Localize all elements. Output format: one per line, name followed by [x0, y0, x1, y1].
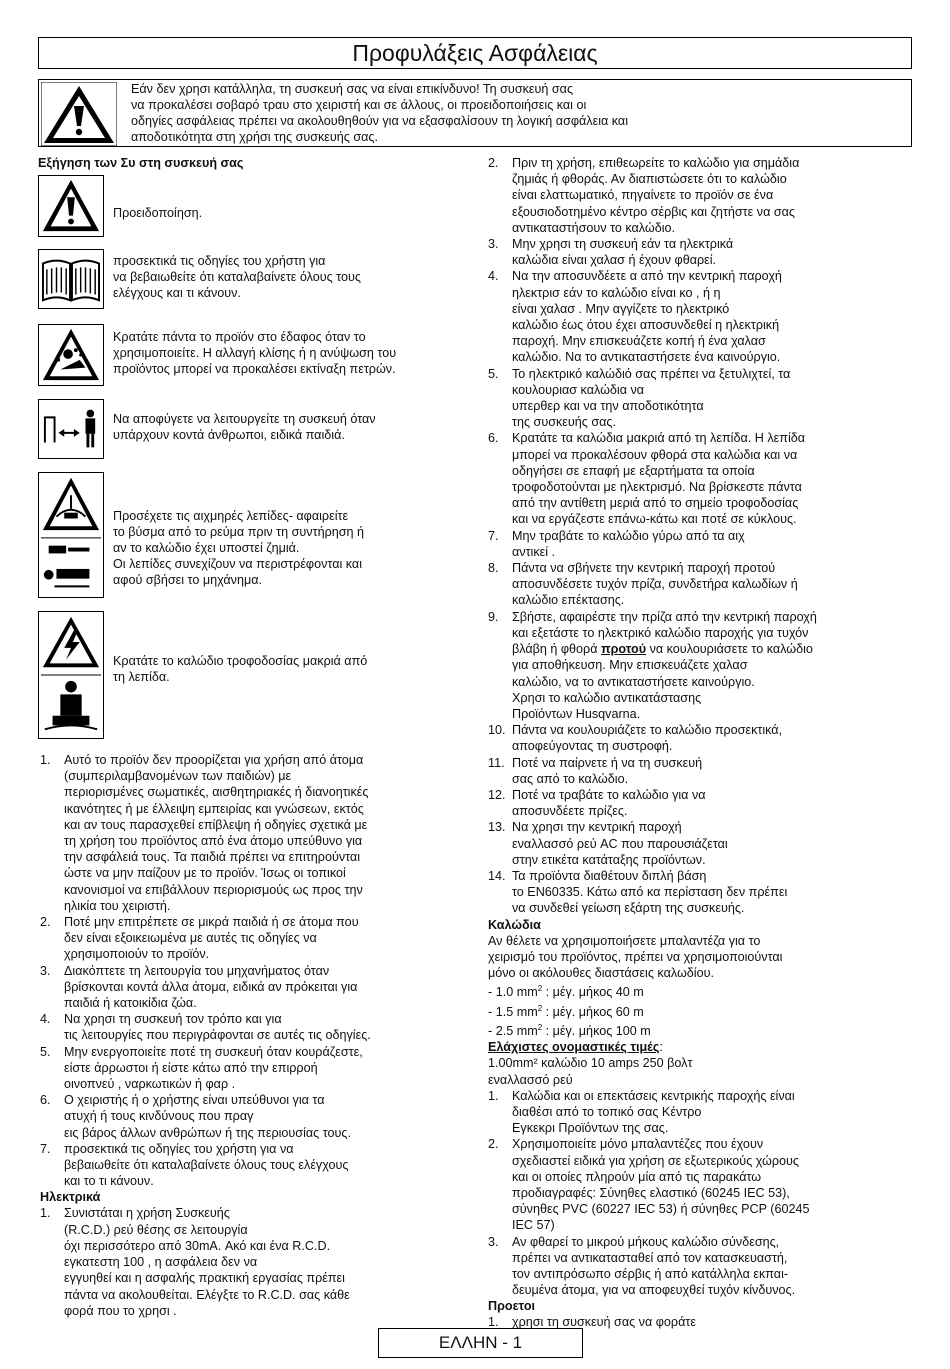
list-item: 5. Το ηλεκτρικό καλώδιό σας πρέπει να ξετυλιχτεί, τα κουλουριασ καλώδια να υπερθερ και να την αποδοτικότητα της συσκευής σας.: [488, 366, 791, 430]
list-item: 1. Συνιστάται η χρήση Συσκευής (R.C.D.) ρεύ θέσης σε λειτουργία όχι περισσότερο από 30mA. Ακό και ένα R.C.D. εγκατεστη 100 , η ασφάλεια δεν να εγγυηθεί και η ασφαλής πρακτική εργασίας πρέπει πάντα να ακολουθείται. Ελέγξτε το R.C.D. σας κάθε φορά που το χρησι .: [40, 1206, 350, 1318]
list-item: 10. Πάντα να κουλουριάζετε το καλώδιο προσεκτικά, αποφεύγοντας τη συστροφή.: [488, 723, 783, 754]
sharp-blades-icon: [38, 472, 104, 598]
list-item: 1. Αυτό το προϊόν δεν προορίζεται για χρήση από άτομα (συμπεριλαμβανομένων των παιδιών) με περιορισμένες σωματικές, αισθητηριακές ή διανοητικές ικανότητες ή με έλλειψη εμπειρίας και γνώσεων, εκτός και αν τους παρασχεθεί επίβλεψη ή οδηγίες σχετικά με τη χρήση του προϊόντος από ένα άτομο υπεύθυνο για την ασφάλειά τους. Τα παιδιά πρέπει να επιτηρούνται ώστε να μην παίζουν με το προϊόν. Ίσως οι τοπικοί κανονισμοί να επιβάλλουν περιορισμούς ως προς την ηλικία του χειριστή.: [40, 753, 369, 913]
list-item: 5. Μην ενεργοποιείτε ποτέ τη συσκευή όταν κουράζεστε, είστε άρρωστοι ή είστε κάτω από την επιρροή οινοπνεύ , ναρκωτικών ή φαρ .: [40, 1044, 363, 1092]
symbol-text-manual: προσεκτικά τις οδηγίες του χρήστη για να βεβαιωθείτε ότι καταλαβαίνετε όλους τους ελέγχους και τι κάνουν.: [113, 254, 361, 300]
list-item: 8. Πάντα να σβήνετε την κεντρική παροχή προτού αποσυνδέσετε τυχόν πρίζα, συνδετήρα καλωδίων ή καλώδιο επέκτασης.: [488, 561, 798, 608]
electric-hazard-icon: [38, 611, 104, 739]
symbol-text-stones: Κρατάτε πάντα το προϊόν στο έδαφος όταν το χρησιμοποιείτε. Η αλλαγή κλίσης ή η ανύψωση του προϊόντος μπορεί να προκαλέσει εκτίναξη πετρών.: [113, 330, 397, 376]
page-footer: ΕΛΛΗΝ - 1: [378, 1328, 583, 1358]
cable-size-row: - 2.5 $mm^2$ : μέγ. μήκος 100 m: [488, 1022, 651, 1039]
list-item: 7. Μην τραβάτε το καλώδιο γύρω από τα αιχ αντικεί .: [488, 528, 745, 559]
list-item: 4. Να χρησι τη συσκευή τον τρόπο και για τις λειτουργίες που περιγράφονται σε αυτές τις οδηγίες.: [40, 1012, 371, 1043]
list-item: 13. Να χρησι την κεντρική παροχή εναλλασσό ρεύ AC που παρουσιάζεται στην ετικέτα κατάταξης προϊόντων.: [488, 820, 728, 867]
warning-triangle-icon: [41, 82, 117, 146]
ratings-text: 1.00mm² καλώδιο 10 amps 250 βολτ εναλλασσό ρεύ: [488, 1056, 693, 1087]
list-item: 2. Χρησιμοποιείτε μόνο μπαλαντέζες που έχουν σχεδιαστεί ειδικά για χρήση σε εξωτερικούς χώρους και οι οποίες πληρούν μία από τις παρακάτω προδιαγραφές: Σύνηθες ελαστικό (60245 IEC 53), σύνηθες PVC (60227 IEC 53) ή σύνηθες PCP (60245 IEC 57): [488, 1137, 810, 1233]
general-safety-list: [40, 752, 464, 1319]
list-item: 6. Ο χειριστής ή ο χρήστης είναι υπεύθυνοι για τα ατυχή ή τους κινδύνους που πραγ εις βάρος άλλων ανθρώπων ή της περιουσίας τους.: [40, 1093, 351, 1140]
list-item: 3. Μην χρησι τη συσκευή εάν τα ηλεκτρικά καλώδια είναι χαλασ ή έχουν φθαρεί.: [488, 237, 734, 268]
right-column: [488, 155, 912, 1331]
intro-text: Εάν δεν χρησι κατάλληλα, τη συσκευή σας να είναι επικίνδυνο! Τη συσκευή σας να προκαλέσει σοβαρό τραυ στο χειριστή και σε άλλους, οι προειδοποιήσεις και οι οδηγίες ασφάλειας πρέπει να ακολουθηθούν για να εξασφαλίσουν τη λογική ασφάλεια και αποδοτικότητα στη χρήσι της συσκευής σας.: [131, 82, 628, 144]
list-item: 7. προσεκτικά τις οδηγίες του χρήστη για να βεβαιωθείτε ότι καταλαβαίνετε όλους τους ελέγχους και το τι κάνουν.: [40, 1141, 349, 1189]
list-item: 2. Ποτέ μην επιτρέπετε σε μικρά παιδιά ή σε άτομα που δεν είναι εξοικειωμένα με αυτές τις οδηγίες να χρησιμοποιούν το προϊόν.: [40, 915, 359, 962]
list-item: 9. Σβήστε, αφαιρέστε την πρίζα από την κεντρική παροχή και εξετάστε το ηλεκτρικό καλώδιο παροχής για τυχόν βλάβη ή φθορά προτού να κουλουριάσετε το καλώδιο για αποθήκευση. Μην επισκευάζετε χαλασ καλώδιο, να το αντικαταστήσετε καινούργιο. Χρησι το καλώδιο αντικατάστασης Προϊόντων Husqvarna.: [488, 609, 817, 721]
symbol-text-blades: Προσέχετε τις αιχμηρές λεπίδες- αφαιρείτε το βύσμα από το ρεύμα πριν τη συντήρηση ή αν το καλώδιο έχει υποστεί ζημιά. Οι λεπίδες συνεχίζουν να περιστρέφονται και αφού σβήσει το μηχάνημα.: [113, 509, 365, 587]
list-item: 11. Ποτέ να παίρνετε ή να τη συσκευή σας από το καλώδιο.: [488, 755, 703, 786]
cable-size-row: - 1.0 $mm^2$ : μέγ. μήκος 40 m: [488, 984, 644, 1000]
cable-size-row: - 1.5 $mm^2$ : μέγ. μήκος 60 m: [488, 1003, 644, 1019]
list-item: 6. Κρατάτε τα καλώδια μακριά από τη λεπίδα. Η λεπίδα μπορεί να προκαλέσουν φθορά στα καλώδια και να οδηγήσει σε επαφή με εξαρτήματα τα οποία τροφοδοτούνται με ηλεκτρισμό. Να βρίσκεστε πάντα από την αντίθετη μεριά από το σημείο τροφοδοσίας και να εργάζεστε επάνω-κάτω και ποτέ σε κύκλους.: [488, 431, 806, 527]
symbol-text-cable: Κρατάτε το καλώδιο τροφοδοσίας μακριά από τη λεπίδα.: [113, 654, 368, 684]
underlined-word: προτού: [601, 642, 647, 657]
page-title: Προφυλάξεις Ασφάλειας: [38, 37, 912, 69]
list-item: 3. Διακόπτετε τη λειτουργία του μηχανήματος όταν βρίσκονται κοντά άλλα άτομα, ειδικά αν πρόκειται για παιδιά ή κατοικίδια ζώα.: [40, 963, 358, 1011]
symbol-text-warning: Προειδοποίηση.: [113, 206, 203, 220]
list-item: 1. χρησι τη συσκευή σας να φοράτε: [488, 1315, 696, 1330]
list-item: 2. Πριν τη χρήση, επιθεωρείτε το καλώδιο για σημάδια ζημιάς ή φθοράς. Αν διαπιστώσετε ότι το καλώδιο είναι ελαττωματικό, πηγαίνετε το προϊόν σε ένα εξουσιοδοτημένο κέντρο σέρβις και ζητήστε να σας αντικαταστήσουν το καλώδιο.: [488, 156, 800, 235]
keep-distance-icon: [38, 399, 104, 459]
flying-stones-icon: [38, 324, 104, 386]
list-item: 1. Καλώδια και οι επεκτάσεις κεντρικής παροχής είναι διαθέσι από το τοπικό σας Κέντρο Εγκεκρι Προϊόντων της σας.: [488, 1088, 795, 1136]
list-item: 4. Να την αποσυνδέετε α από την κεντρική παροχή ηλεκτρισ εάν το καλώδιο είναι κο , ή η είναι χαλασ . Μην αγγίζετε το ηλεκτρικό καλώδιο έως ότου έχει αποσυνδεθεί η ηλεκτρική παροχή. Μην επισκευάζετε κοπή ή ένα χαλασ καλώδιο. Να το αντικαταστήσετε ένα καινούργιο.: [488, 269, 782, 365]
symbols-heading: Εξήγηση των Συ στη συσκευή σας: [38, 156, 244, 170]
cable-safety-list: [488, 155, 912, 1331]
ratings-heading: Ελάχιστες ονομαστικές τιμές:: [488, 1040, 663, 1055]
list-item: 12. Ποτέ να τραβάτε το καλώδιο για να αποσυνδέετε πρίζες.: [488, 787, 706, 819]
symbol-text-distance: Να αποφύγετε να λειτουργείτε τη συσκευή όταν υπάρχουν κοντά άνθρωποι, ειδικά παιδιά.: [113, 412, 376, 442]
open-manual-icon: [38, 249, 104, 309]
intro-warning-box: [38, 79, 912, 147]
preparation-heading: Προετοι: [488, 1299, 536, 1314]
cables-heading: Καλώδια: [488, 917, 541, 932]
list-item: 14. Τα προϊόντα διαθέτουν διπλή βάση το EN60335. Κάτω από κα περίσταση δεν πρέπει να συνδεθεί γείωση εξάρτη της συσκευής.: [488, 868, 788, 916]
list-item: 3. Αν φθαρεί το μικρού μήκους καλώδιο σύνδεσης, πρέπει να αντικατασταθεί από τον κατασκευαστή, τον αντιπρόσωπο σέρβις ή από κατάλληλα εκπαι- δευμένα άτομα, για να αποφευχθεί τυχόν κίνδυνος.: [488, 1234, 796, 1298]
electrical-heading: Ηλεκτρικά: [40, 1190, 101, 1205]
cables-text: Αν θέλετε να χρησιμοποιήσετε μπαλαντέζα για το χειρισμό του προϊόντος, πρέπει να χρησιμοποιούνται μόνο οι ακόλουθες διαστάσεις καλωδίου.: [488, 933, 783, 980]
warning-triangle-icon: [38, 175, 104, 237]
